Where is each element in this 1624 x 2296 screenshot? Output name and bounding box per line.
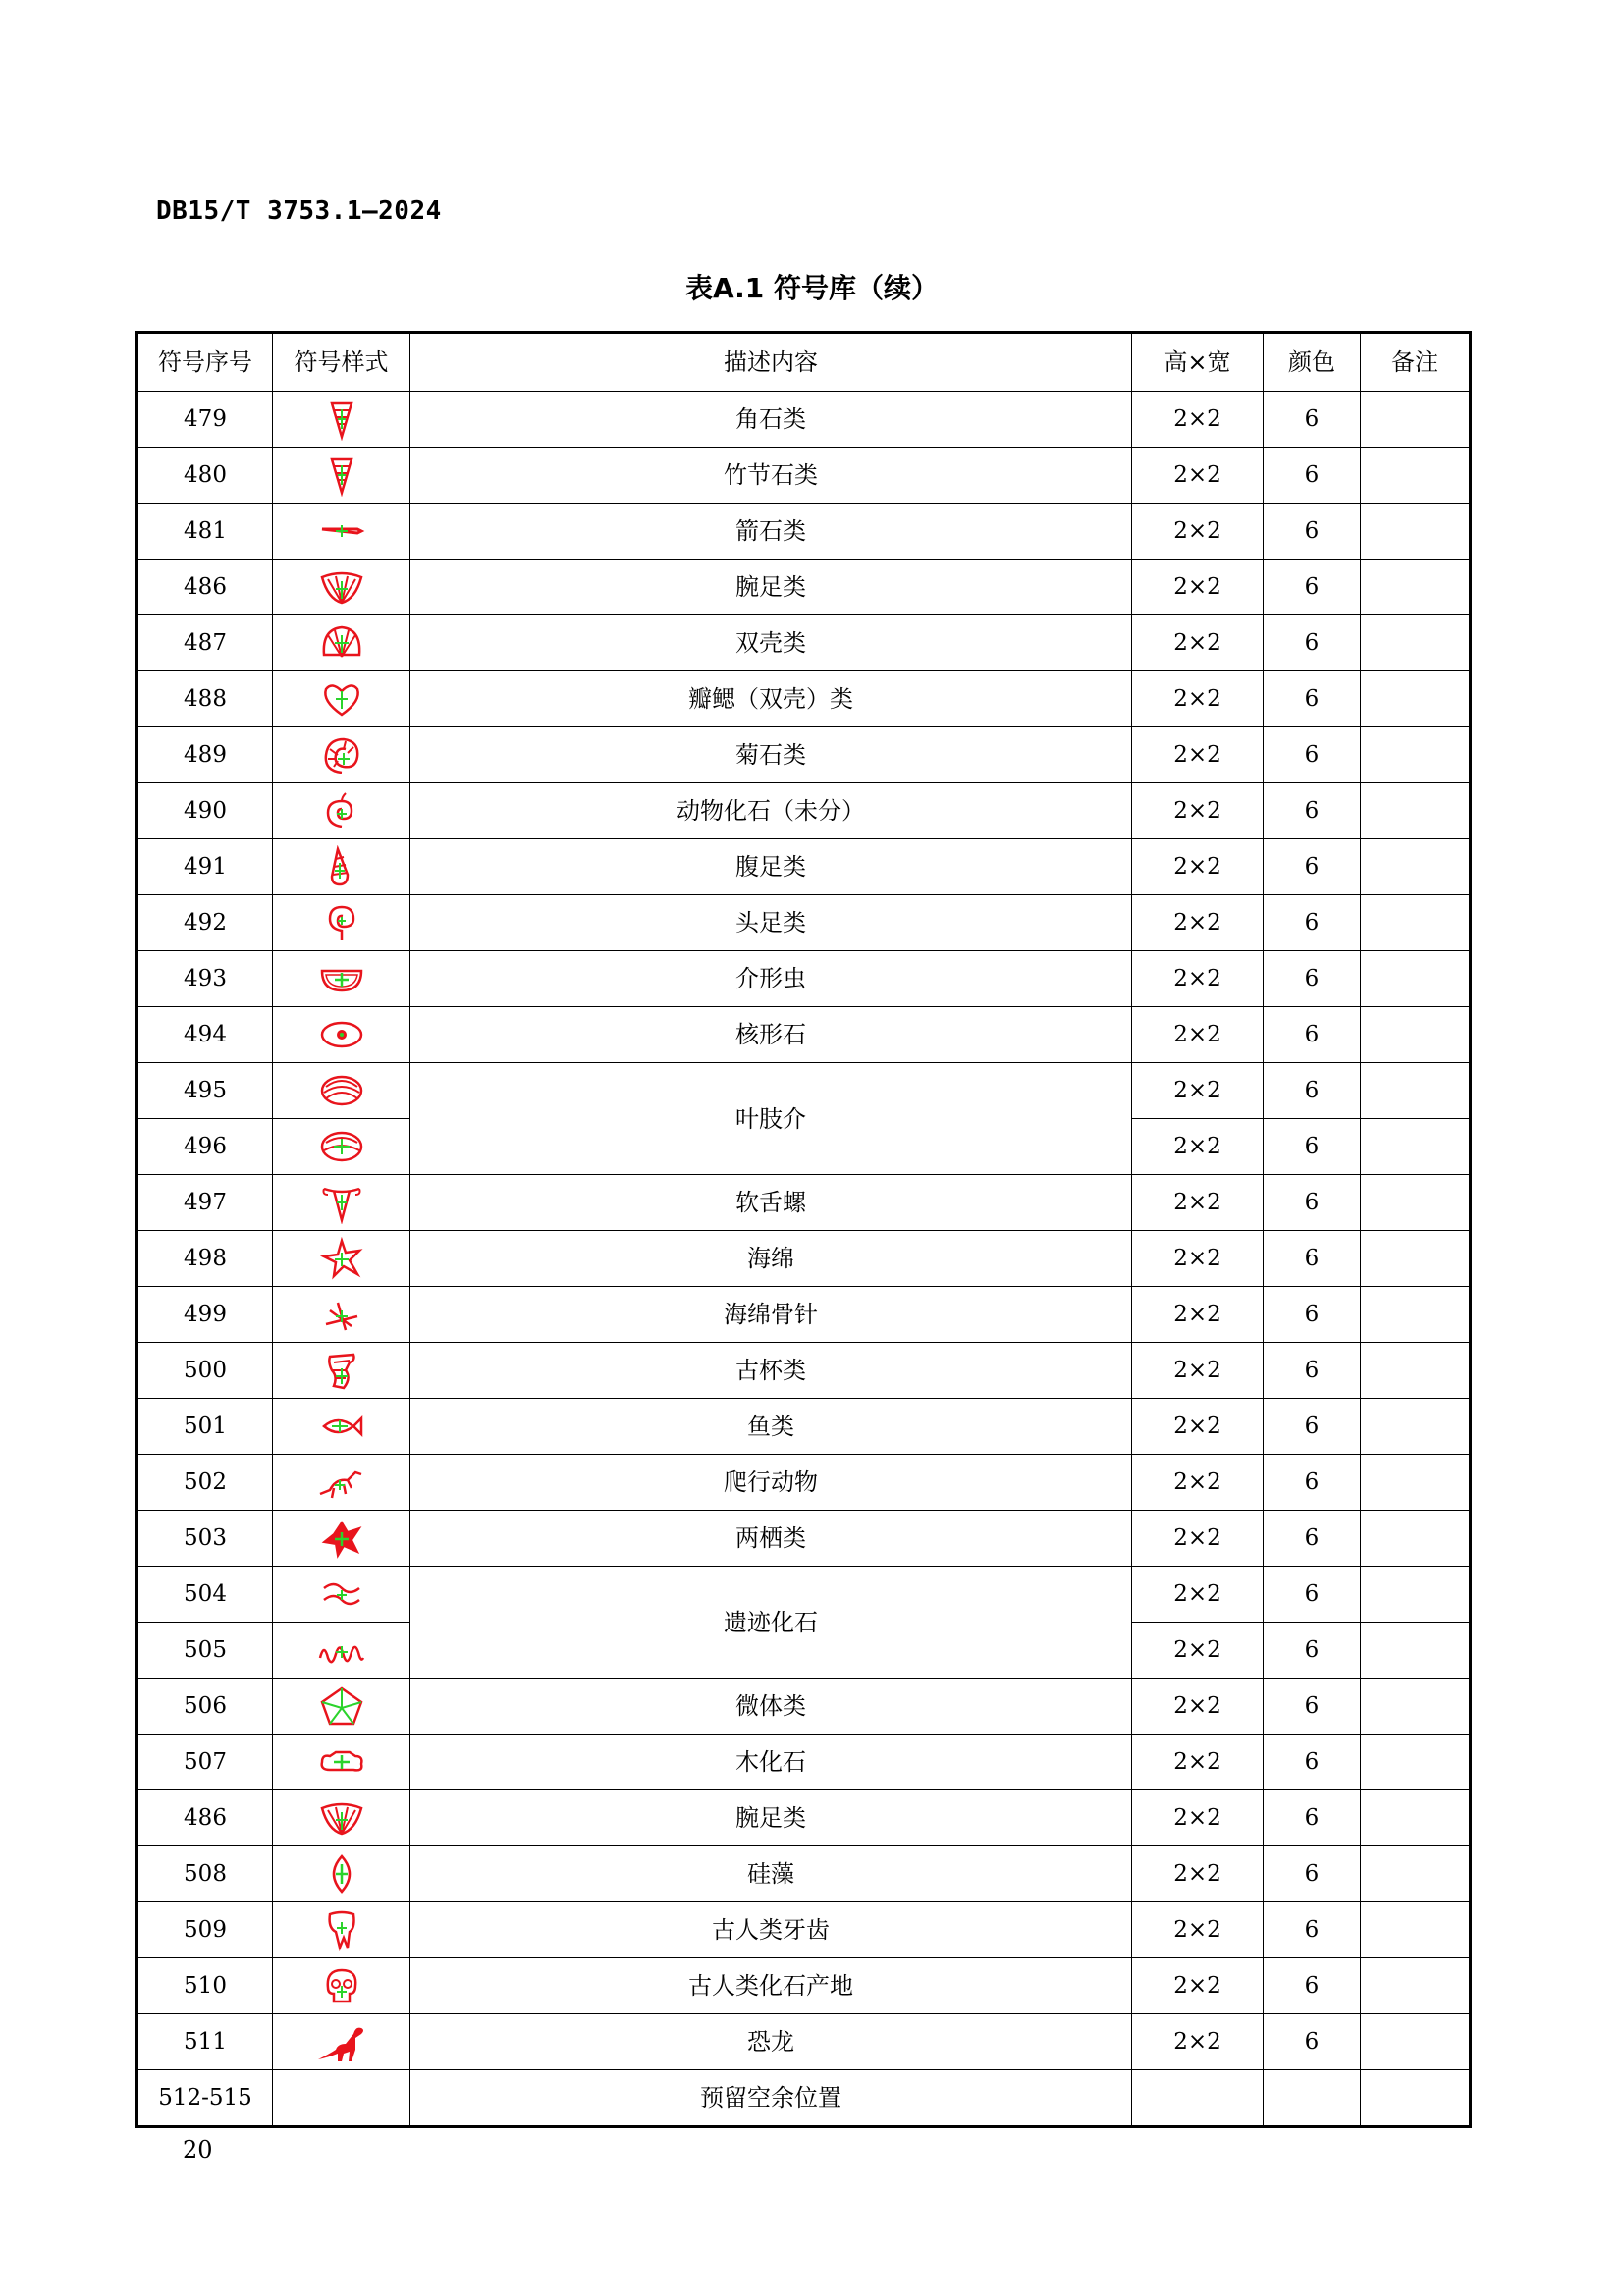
heart-bivalve-icon (316, 677, 367, 721)
cone-fossil-icon (316, 454, 367, 497)
color-cell: 6 (1264, 448, 1361, 504)
note-cell (1361, 1231, 1471, 1287)
symbol-style-cell (273, 1567, 410, 1623)
color-cell: 6 (1264, 1567, 1361, 1623)
symbol-id-cell: 503 (137, 1511, 273, 1567)
note-cell (1361, 2014, 1471, 2070)
symbol-style-cell (273, 392, 410, 448)
bivalve-icon (316, 621, 367, 665)
color-cell: 6 (1264, 560, 1361, 615)
size-cell: 2×2 (1132, 895, 1264, 951)
table-row (137, 1231, 1471, 1287)
description-cell: 腕足类 (410, 560, 1132, 615)
description-cell: 恐龙 (410, 2014, 1132, 2070)
symbol-table (135, 331, 1472, 2128)
color-cell: 6 (1264, 671, 1361, 727)
size-cell: 2×2 (1132, 1679, 1264, 1735)
spiral-fossil-icon (316, 789, 367, 832)
column-header: 描述内容 (410, 333, 1132, 392)
size-cell: 2×2 (1132, 1343, 1264, 1399)
table-row (137, 1007, 1471, 1063)
symbol-id-cell: 489 (137, 727, 273, 783)
table-row (137, 1790, 1471, 1846)
note-cell (1361, 1790, 1471, 1846)
symbol-style-cell (273, 1846, 410, 1902)
description-cell: 瓣鳃（双壳）类 (410, 671, 1132, 727)
description-cell: 软舌螺 (410, 1175, 1132, 1231)
symbol-id-cell: 502 (137, 1455, 273, 1511)
symbol-id-cell: 507 (137, 1735, 273, 1790)
symbol-id-cell: 509 (137, 1902, 273, 1958)
description-cell: 预留空余位置 (410, 2070, 1132, 2127)
size-cell: 2×2 (1132, 839, 1264, 895)
color-cell: 6 (1264, 1007, 1361, 1063)
color-cell: 6 (1264, 1623, 1361, 1679)
note-cell (1361, 392, 1471, 448)
color-cell: 6 (1264, 1287, 1361, 1343)
cephalopod-icon (316, 901, 367, 944)
column-header: 备注 (1361, 333, 1471, 392)
table-row (137, 1175, 1471, 1231)
symbol-id-cell: 490 (137, 783, 273, 839)
symbol-id-cell: 508 (137, 1846, 273, 1902)
gastropod-icon (316, 845, 367, 888)
ammonite-icon (316, 733, 367, 776)
symbol-style-cell (273, 1175, 410, 1231)
description-cell: 叶肢介 (410, 1063, 1132, 1175)
symbol-id-cell: 511 (137, 2014, 273, 2070)
column-header: 高×宽 (1132, 333, 1264, 392)
size-cell: 2×2 (1132, 392, 1264, 448)
table-row (137, 615, 1471, 671)
symbol-id-cell: 481 (137, 504, 273, 560)
size-cell: 2×2 (1132, 1063, 1264, 1119)
table-row (137, 1455, 1471, 1511)
description-cell: 腕足类 (410, 1790, 1132, 1846)
symbol-id-cell: 494 (137, 1007, 273, 1063)
size-cell: 2×2 (1132, 1175, 1264, 1231)
color-cell: 6 (1264, 1399, 1361, 1455)
color-cell: 6 (1264, 1679, 1361, 1735)
symbol-style-cell (273, 1063, 410, 1119)
symbol-id-cell: 500 (137, 1343, 273, 1399)
symbol-id-cell: 486 (137, 1790, 273, 1846)
symbol-style-cell (273, 1735, 410, 1790)
symbol-id-cell: 497 (137, 1175, 273, 1231)
symbol-id-cell: 501 (137, 1399, 273, 1455)
color-cell: 6 (1264, 1063, 1361, 1119)
note-cell (1361, 1679, 1471, 1735)
note-cell (1361, 1511, 1471, 1567)
column-header: 符号序号 (137, 333, 273, 392)
symbol-id-cell: 495 (137, 1063, 273, 1119)
description-cell: 角石类 (410, 392, 1132, 448)
sponge-spicule-icon (316, 1293, 367, 1336)
color-cell: 6 (1264, 1958, 1361, 2014)
size-cell: 2×2 (1132, 615, 1264, 671)
fusulinid-icon (316, 1013, 367, 1056)
color-cell: 6 (1264, 1735, 1361, 1790)
note-cell (1361, 1846, 1471, 1902)
table-row (137, 1846, 1471, 1902)
symbol-style-cell (273, 2070, 410, 2127)
description-cell: 微体类 (410, 1679, 1132, 1735)
table-row (137, 1343, 1471, 1399)
symbol-id-cell: 498 (137, 1231, 273, 1287)
size-cell: 2×2 (1132, 1455, 1264, 1511)
color-cell: 6 (1264, 783, 1361, 839)
description-cell: 菊石类 (410, 727, 1132, 783)
table-row (137, 1735, 1471, 1790)
note-cell (1361, 1063, 1471, 1119)
size-cell: 2×2 (1132, 2014, 1264, 2070)
note-cell (1361, 1287, 1471, 1343)
tooth-icon (316, 1908, 367, 1951)
symbol-id-cell: 499 (137, 1287, 273, 1343)
ostracod-icon (316, 957, 367, 1000)
color-cell: 6 (1264, 839, 1361, 895)
sponge-icon (316, 1237, 367, 1280)
symbol-style-cell (273, 727, 410, 783)
note-cell (1361, 1399, 1471, 1455)
cone-fossil-icon (316, 398, 367, 441)
symbol-id-cell: 510 (137, 1958, 273, 2014)
color-cell: 6 (1264, 1119, 1361, 1175)
note-cell (1361, 504, 1471, 560)
symbol-style-cell (273, 1902, 410, 1958)
note-cell (1361, 2070, 1471, 2127)
symbol-id-cell: 506 (137, 1679, 273, 1735)
symbol-style-cell (273, 560, 410, 615)
symbol-style-cell (273, 1287, 410, 1343)
description-cell: 头足类 (410, 895, 1132, 951)
description-cell: 木化石 (410, 1735, 1132, 1790)
note-cell (1361, 1902, 1471, 1958)
table-row (137, 1958, 1471, 2014)
color-cell: 6 (1264, 1231, 1361, 1287)
symbol-style-cell (273, 1231, 410, 1287)
description-cell: 爬行动物 (410, 1455, 1132, 1511)
trace-fossil-wave-icon (316, 1629, 367, 1672)
size-cell: 2×2 (1132, 1958, 1264, 2014)
arrow-fossil-icon (316, 509, 367, 553)
description-cell: 硅藻 (410, 1846, 1132, 1902)
color-cell: 6 (1264, 1902, 1361, 1958)
archaeocyath-icon (316, 1349, 367, 1392)
description-cell: 竹节石类 (410, 448, 1132, 504)
symbol-style-cell (273, 1679, 410, 1735)
conchostracan-b-icon (316, 1125, 367, 1168)
size-cell: 2×2 (1132, 1623, 1264, 1679)
size-cell: 2×2 (1132, 1007, 1264, 1063)
description-cell: 腹足类 (410, 839, 1132, 895)
symbol-style-cell (273, 895, 410, 951)
table-title: 表A.1 符号库（续） (684, 272, 940, 304)
description-cell: 鱼类 (410, 1399, 1132, 1455)
brachiopod-icon (316, 1796, 367, 1840)
column-header: 颜色 (1264, 333, 1361, 392)
color-cell: 6 (1264, 951, 1361, 1007)
size-cell: 2×2 (1132, 504, 1264, 560)
description-cell: 动物化石（未分） (410, 783, 1132, 839)
table-row (137, 1063, 1471, 1119)
table-row (137, 1511, 1471, 1567)
brachiopod-icon (316, 565, 367, 609)
symbol-style-cell (273, 1119, 410, 1175)
symbol-id-cell: 486 (137, 560, 273, 615)
reptile-icon (316, 1461, 367, 1504)
description-cell: 遗迹化石 (410, 1567, 1132, 1679)
color-cell: 6 (1264, 1511, 1361, 1567)
diatom-icon (316, 1852, 367, 1896)
color-cell: 6 (1264, 1790, 1361, 1846)
description-cell: 核形石 (410, 1007, 1132, 1063)
table-row (137, 2014, 1471, 2070)
size-cell: 2×2 (1132, 951, 1264, 1007)
table-row (137, 839, 1471, 895)
table-row (137, 560, 1471, 615)
document-code: DB15/T 3753.1—2024 (156, 196, 442, 226)
skull-icon (316, 1964, 367, 2007)
size-cell: 2×2 (1132, 1511, 1264, 1567)
color-cell (1264, 2070, 1361, 2127)
symbol-style-cell (273, 615, 410, 671)
symbol-id-cell: 505 (137, 1623, 273, 1679)
description-cell: 古杯类 (410, 1343, 1132, 1399)
note-cell (1361, 1735, 1471, 1790)
column-header: 符号样式 (273, 333, 410, 392)
symbol-style-cell (273, 2014, 410, 2070)
size-cell: 2×2 (1132, 1287, 1264, 1343)
conchostracan-icon (316, 1069, 367, 1112)
table-row (137, 783, 1471, 839)
size-cell (1132, 2070, 1264, 2127)
color-cell: 6 (1264, 727, 1361, 783)
symbol-style-cell (273, 783, 410, 839)
note-cell (1361, 727, 1471, 783)
symbol-id-cell: 491 (137, 839, 273, 895)
table-row (137, 1567, 1471, 1623)
table-row (137, 2070, 1471, 2127)
size-cell: 2×2 (1132, 1231, 1264, 1287)
note-cell (1361, 839, 1471, 895)
table-row (137, 671, 1471, 727)
symbol-style-cell (273, 839, 410, 895)
note-cell (1361, 1007, 1471, 1063)
symbol-id-cell: 512-515 (137, 2070, 273, 2127)
table-row (137, 1287, 1471, 1343)
symbol-id-cell: 487 (137, 615, 273, 671)
size-cell: 2×2 (1132, 727, 1264, 783)
symbol-id-cell: 480 (137, 448, 273, 504)
color-cell: 6 (1264, 895, 1361, 951)
note-cell (1361, 448, 1471, 504)
table-header-row (137, 333, 1471, 392)
color-cell: 6 (1264, 1343, 1361, 1399)
symbol-id-cell: 493 (137, 951, 273, 1007)
size-cell: 2×2 (1132, 1399, 1264, 1455)
size-cell: 2×2 (1132, 1846, 1264, 1902)
symbol-id-cell: 492 (137, 895, 273, 951)
size-cell: 2×2 (1132, 671, 1264, 727)
description-cell: 两栖类 (410, 1511, 1132, 1567)
symbol-style-cell (273, 951, 410, 1007)
wood-fossil-icon (316, 1740, 367, 1784)
table-row (137, 1902, 1471, 1958)
color-cell: 6 (1264, 392, 1361, 448)
table-row (137, 895, 1471, 951)
note-cell (1361, 1958, 1471, 2014)
note-cell (1361, 1567, 1471, 1623)
table-row (137, 1679, 1471, 1735)
note-cell (1361, 783, 1471, 839)
size-cell: 2×2 (1132, 1790, 1264, 1846)
symbol-style-cell (273, 1790, 410, 1846)
symbol-style-cell (273, 1623, 410, 1679)
symbol-id-cell: 488 (137, 671, 273, 727)
symbol-style-cell (273, 448, 410, 504)
dinosaur-icon (316, 2020, 367, 2063)
symbol-id-cell: 479 (137, 392, 273, 448)
fish-icon (316, 1405, 367, 1448)
description-cell: 箭石类 (410, 504, 1132, 560)
size-cell: 2×2 (1132, 560, 1264, 615)
note-cell (1361, 1343, 1471, 1399)
description-cell: 古人类牙齿 (410, 1902, 1132, 1958)
description-cell: 海绵骨针 (410, 1287, 1132, 1343)
note-cell (1361, 1455, 1471, 1511)
symbol-style-cell (273, 1399, 410, 1455)
note-cell (1361, 1175, 1471, 1231)
note-cell (1361, 615, 1471, 671)
size-cell: 2×2 (1132, 448, 1264, 504)
size-cell: 2×2 (1132, 1902, 1264, 1958)
symbol-style-cell (273, 671, 410, 727)
description-cell: 古人类化石产地 (410, 1958, 1132, 2014)
color-cell: 6 (1264, 615, 1361, 671)
page-number: 20 (183, 2136, 213, 2163)
symbol-style-cell (273, 1455, 410, 1511)
symbol-style-cell (273, 1511, 410, 1567)
table-row (137, 504, 1471, 560)
note-cell (1361, 1119, 1471, 1175)
symbol-id-cell: 496 (137, 1119, 273, 1175)
color-cell: 6 (1264, 1175, 1361, 1231)
description-cell: 海绵 (410, 1231, 1132, 1287)
microfossil-pentagon-icon (316, 1684, 367, 1728)
trace-fossil-icon (316, 1573, 367, 1616)
note-cell (1361, 895, 1471, 951)
size-cell: 2×2 (1132, 1567, 1264, 1623)
description-cell: 双壳类 (410, 615, 1132, 671)
symbol-style-cell (273, 1007, 410, 1063)
hyolith-icon (316, 1181, 367, 1224)
note-cell (1361, 1623, 1471, 1679)
table-row (137, 727, 1471, 783)
symbol-style-cell (273, 1343, 410, 1399)
color-cell: 6 (1264, 2014, 1361, 2070)
color-cell: 6 (1264, 1455, 1361, 1511)
table-row (137, 392, 1471, 448)
description-cell: 介形虫 (410, 951, 1132, 1007)
table-row (137, 951, 1471, 1007)
color-cell: 6 (1264, 504, 1361, 560)
size-cell: 2×2 (1132, 1119, 1264, 1175)
size-cell: 2×2 (1132, 1735, 1264, 1790)
note-cell (1361, 951, 1471, 1007)
size-cell: 2×2 (1132, 783, 1264, 839)
amphibian-icon (316, 1517, 367, 1560)
note-cell (1361, 671, 1471, 727)
note-cell (1361, 560, 1471, 615)
symbol-style-cell (273, 1958, 410, 2014)
symbol-id-cell: 504 (137, 1567, 273, 1623)
table-row (137, 448, 1471, 504)
table-row (137, 1399, 1471, 1455)
symbol-style-cell (273, 504, 410, 560)
color-cell: 6 (1264, 1846, 1361, 1902)
